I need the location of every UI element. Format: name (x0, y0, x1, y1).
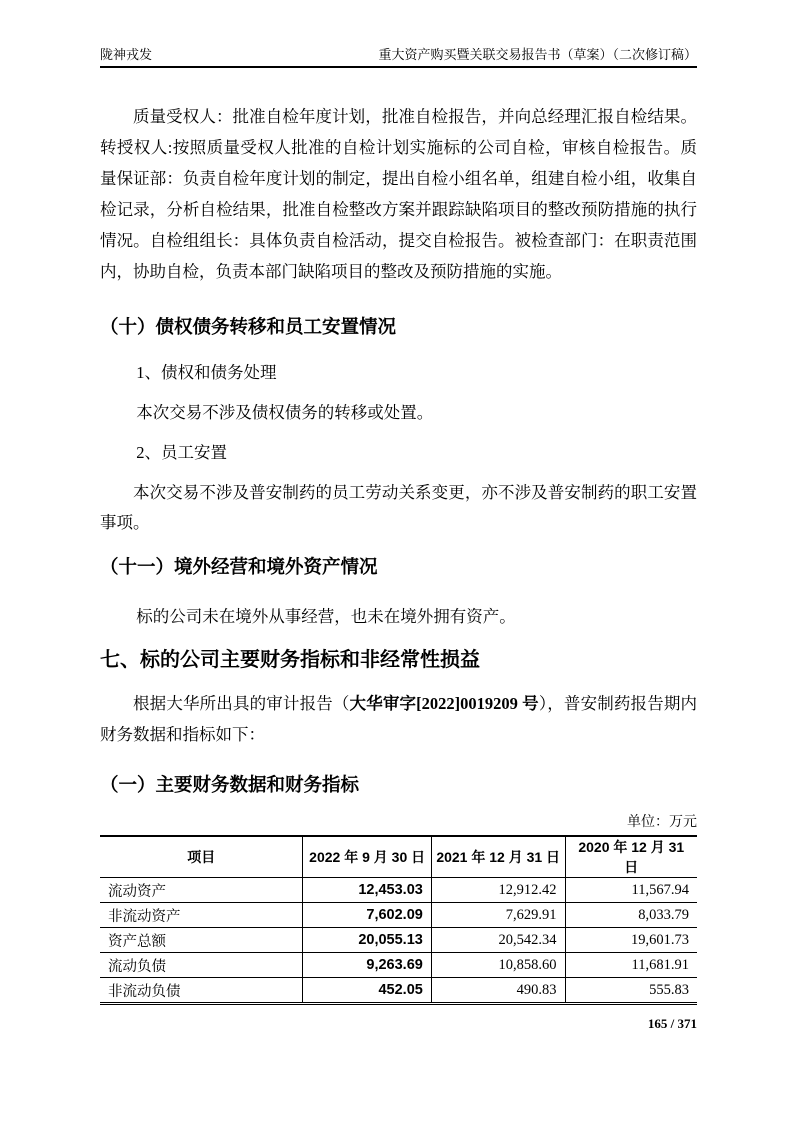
table-cell-2020: 11,567.94 (565, 878, 697, 903)
table-cell-2020: 8,033.79 (565, 903, 697, 928)
table-row-noncurrent-assets (100, 903, 697, 928)
table-cell-item: 非流动负债 (100, 978, 303, 1004)
table-cell-2020: 11,681.91 (565, 953, 697, 978)
table-header-2020: 2020 年 12 月 31 日 (565, 836, 697, 878)
list-item-debt-handling: 1、债权和债务处理 (136, 363, 277, 382)
intro-prefix: 根据大华所出具的审计报告（ (133, 694, 350, 713)
section-heading-11: （十一）境外经营和境外资产情况 (100, 556, 378, 577)
list-item-employee-placement: 2、员工安置 (136, 443, 228, 462)
financial-data-table (100, 835, 697, 1005)
table-cell-2021: 12,912.42 (431, 878, 565, 903)
table-cell-item: 资产总额 (100, 928, 303, 953)
table-cell-2021: 10,858.60 (431, 953, 565, 978)
table-cell-2022: 9,263.69 (303, 953, 431, 978)
paragraph-quality-authorization: 质量受权人：批准自检年度计划，批准自检报告，并向总经理汇报自检结果。转授权人:按照质量受权人批准的自检计划实施标的公司自检，审核自检报告。质量保证部：负责自检年度计划的制定，提出自检小组名单，组建自检小组，收集自检记录，分析自检结果，批准自检整改方案并跟踪缺陷项目的整改预防措施的执行情况。自检组组长：具体负责自检活动，提交自检报告。被检查部门：在职责范围内，协助自检，负责本部门缺陷项目的整改及预防措施的实施。 (100, 107, 697, 281)
table-row-current-liabilities (100, 953, 697, 978)
table-cell-2022: 12,453.03 (303, 878, 431, 903)
text-employee-placement: 本次交易不涉及普安制药的员工劳动关系变更，亦不涉及普安制药的职工安置事项。 (100, 483, 697, 532)
table-cell-2021: 20,542.34 (431, 928, 565, 953)
table-cell-item: 流动资产 (100, 878, 303, 903)
table-header-row (100, 836, 697, 878)
table-row-current-assets (100, 878, 697, 903)
subsection-heading-financial-data: （一）主要财务数据和财务指标 (100, 774, 360, 795)
text-debt-handling: 本次交易不涉及债权债务的转移或处置。 (136, 403, 434, 422)
table-cell-2020: 19,601.73 (565, 928, 697, 953)
table-header-2022: 2022 年 9 月 30 日 (303, 836, 431, 878)
table-header-item: 项目 (100, 836, 303, 878)
section-heading-7: 七、标的公司主要财务指标和非经常性损益 (100, 649, 480, 671)
table-header-2021: 2021 年 12 月 31 日 (431, 836, 565, 878)
intro-suffix: ），普安制药报告期内财务数据和指标如下： (100, 694, 697, 744)
table-unit-label: 单位：万元 (627, 815, 697, 830)
table-cell-2022: 20,055.13 (303, 928, 431, 953)
header-report-title: 重大资产购买暨关联交易报告书（草案）（二次修订稿） (378, 47, 697, 62)
table-cell-item: 非流动资产 (100, 903, 303, 928)
paragraph-audit-report-intro (100, 688, 697, 750)
table-cell-2022: 452.05 (303, 978, 431, 1004)
table-cell-2021: 490.83 (431, 978, 565, 1004)
section-heading-10: （十）债权债务转移和员工安置情况 (100, 316, 397, 337)
table-row-total-assets (100, 928, 697, 953)
page-number: 165 / 371 (647, 1016, 697, 1031)
header-brand: 陇神戎发 (100, 47, 153, 62)
table-cell-2020: 555.83 (565, 978, 697, 1004)
table-row-noncurrent-liabilities (100, 978, 697, 1004)
table-cell-2021: 7,629.91 (431, 903, 565, 928)
table-cell-item: 流动负债 (100, 953, 303, 978)
page-header (100, 46, 697, 68)
table-cell-2022: 7,602.09 (303, 903, 431, 928)
audit-report-number: 大华审字[2022]0019209 号 (349, 694, 539, 713)
text-overseas-operations: 标的公司未在境外从事经营，也未在境外拥有资产。 (136, 607, 516, 626)
